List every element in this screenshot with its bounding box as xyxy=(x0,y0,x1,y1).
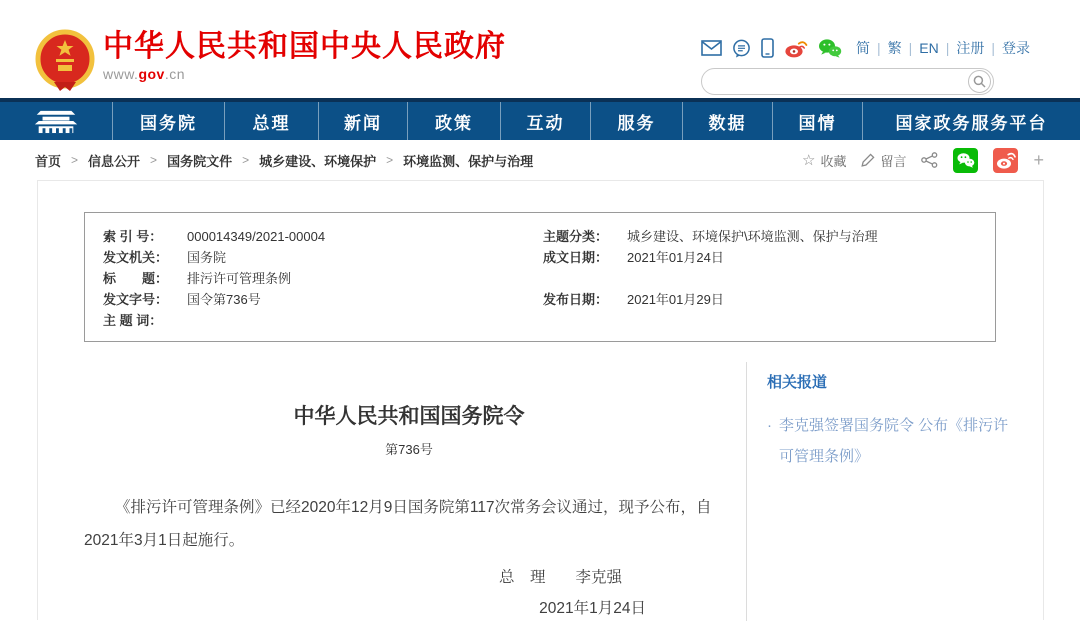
search-box xyxy=(701,68,994,95)
link-divider: | xyxy=(945,40,950,56)
url-www: www. xyxy=(103,66,139,82)
nav-item-interaction[interactable]: 互动 xyxy=(500,102,590,140)
meta-row-document-number xyxy=(103,289,543,310)
signer-title: 总 理 xyxy=(498,569,546,586)
wechat-icon[interactable] xyxy=(818,38,842,58)
decree-number: 第736号 xyxy=(385,442,433,457)
breadcrumb-row xyxy=(0,140,1080,180)
weibo-square-icon xyxy=(993,148,1018,173)
tiananmen-icon xyxy=(30,109,82,134)
meta-value: 000014349/2021-00004 xyxy=(187,229,326,244)
related-report-item[interactable] xyxy=(767,410,1019,472)
meta-row-keywords xyxy=(103,310,543,331)
search-button[interactable] xyxy=(968,70,991,93)
breadcrumb-separator: > xyxy=(242,153,250,167)
site-identity xyxy=(103,30,506,82)
related-reports-heading: 相关报道 xyxy=(767,374,828,391)
search-input[interactable] xyxy=(702,70,968,93)
decree-text: 《排污许可管理条例》已经2020年12月9日国务院第117次常务会议通过，现予公布，自2021年3月1日起施行。 xyxy=(84,499,712,549)
share-button[interactable] xyxy=(921,152,938,168)
mobile-icon[interactable] xyxy=(761,38,774,58)
url-gov: gov xyxy=(138,66,165,82)
link-divider: | xyxy=(991,40,995,56)
wechat-square-icon xyxy=(953,148,978,173)
meta-left-column xyxy=(103,226,543,331)
lang-links xyxy=(856,38,1030,58)
nav-item-news[interactable]: 新闻 xyxy=(318,102,407,140)
star-icon: ☆ xyxy=(802,151,816,169)
nav-item-services[interactable]: 服务 xyxy=(590,102,682,140)
meta-value: 国务院 xyxy=(187,250,227,265)
meta-value: 排污许可管理条例 xyxy=(187,271,292,286)
site-url xyxy=(103,66,506,82)
register-link[interactable]: 注册 xyxy=(956,40,985,56)
main-nav xyxy=(0,98,1080,140)
favorite-button[interactable] xyxy=(802,151,846,170)
meta-value: 国令第736号 xyxy=(187,292,261,307)
header-icon-row xyxy=(701,37,1030,59)
breadcrumb xyxy=(35,151,533,170)
related-report-link[interactable]: 李克强签署国务院令 公布《排污许可管理条例》 xyxy=(779,417,1009,465)
breadcrumb-info-disclosure[interactable]: 信息公开 xyxy=(88,153,141,169)
nav-item-state-council[interactable]: 国务院 xyxy=(112,102,224,140)
bullet-dot: · xyxy=(767,417,772,434)
more-share-button[interactable]: + xyxy=(1033,150,1044,170)
meta-label: 主 题 词： xyxy=(103,313,163,328)
pencil-icon xyxy=(861,153,875,167)
breadcrumb-home[interactable]: 首页 xyxy=(35,153,62,169)
meta-row-index-number xyxy=(103,226,543,247)
share-wechat-button[interactable] xyxy=(953,148,978,173)
mail-icon[interactable] xyxy=(701,40,722,56)
message-icon[interactable] xyxy=(732,39,751,58)
share-weibo-button[interactable] xyxy=(993,148,1018,173)
national-emblem-icon xyxy=(34,28,96,92)
meta-right-column xyxy=(543,226,878,331)
nav-item-premier[interactable]: 总理 xyxy=(224,102,318,140)
meta-row-publish-date xyxy=(543,289,878,310)
nav-item-data[interactable]: 数据 xyxy=(682,102,772,140)
nav-item-national-conditions[interactable]: 国情 xyxy=(772,102,862,140)
meta-row-spacer xyxy=(543,268,878,289)
masthead xyxy=(0,0,1080,98)
nav-home-tab[interactable] xyxy=(0,102,112,140)
search-icon xyxy=(973,75,986,88)
weibo-icon[interactable] xyxy=(784,38,808,58)
meta-label: 主题分类： xyxy=(543,229,609,244)
content-panel xyxy=(37,180,1044,620)
share-icon xyxy=(921,152,938,168)
decree-title: 中华人民共和国国务院令 xyxy=(293,405,525,428)
lang-english[interactable]: EN xyxy=(919,40,939,56)
site-title[interactable]: 中华人民共和国中央人民政府 xyxy=(103,30,506,63)
meta-label: 发布日期： xyxy=(543,292,609,307)
login-link[interactable]: 登录 xyxy=(1002,40,1030,56)
link-divider: | xyxy=(908,40,913,56)
meta-row-topic-category xyxy=(543,226,878,247)
meta-row-written-date xyxy=(543,247,878,268)
nav-item-policy[interactable]: 政策 xyxy=(407,102,500,140)
meta-value: 2021年01月24日 xyxy=(627,250,724,265)
document-meta-box xyxy=(84,212,996,342)
meta-row-issuing-agency xyxy=(103,247,543,268)
meta-value: 城乡建设、环境保护\环境监测、保护与治理 xyxy=(627,229,878,244)
signature-line xyxy=(84,563,734,593)
meta-row-title xyxy=(103,268,543,289)
meta-value: 2021年01月29日 xyxy=(627,292,724,307)
breadcrumb-urban-environment[interactable]: 城乡建设、环境保护 xyxy=(259,153,377,169)
breadcrumb-separator: > xyxy=(150,153,158,167)
page-actions xyxy=(802,148,1044,173)
meta-label: 标 题： xyxy=(103,271,169,286)
national-emblem-logo[interactable] xyxy=(34,28,96,92)
breadcrumb-state-council-documents[interactable]: 国务院文件 xyxy=(167,153,233,169)
meta-label: 发文机关： xyxy=(103,250,169,265)
url-cn: .cn xyxy=(164,66,186,82)
meta-label: 索 引 号： xyxy=(103,229,163,244)
meta-label: 成文日期： xyxy=(543,250,609,265)
breadcrumb-separator: > xyxy=(386,153,394,167)
signer-name: 李克强 xyxy=(575,569,622,586)
breadcrumb-separator: > xyxy=(71,153,79,167)
breadcrumb-environment-monitoring[interactable]: 环境监测、保护与治理 xyxy=(403,153,534,169)
comment-button[interactable] xyxy=(861,151,906,170)
favorite-label: 收藏 xyxy=(820,153,847,169)
header-right xyxy=(701,37,1030,95)
related-reports-sidebar xyxy=(746,362,1043,621)
document-body-area xyxy=(84,404,734,624)
link-divider: | xyxy=(876,40,881,56)
meta-label: 发文字号： xyxy=(103,292,169,307)
comment-label: 留言 xyxy=(880,153,907,169)
signature-date: 2021年1月24日 xyxy=(539,600,646,617)
lang-simplified[interactable]: 简 xyxy=(855,40,870,56)
lang-traditional[interactable]: 繁 xyxy=(887,40,902,56)
nav-item-gov-service-platform[interactable]: 国家政务服务平台 xyxy=(862,102,1080,140)
